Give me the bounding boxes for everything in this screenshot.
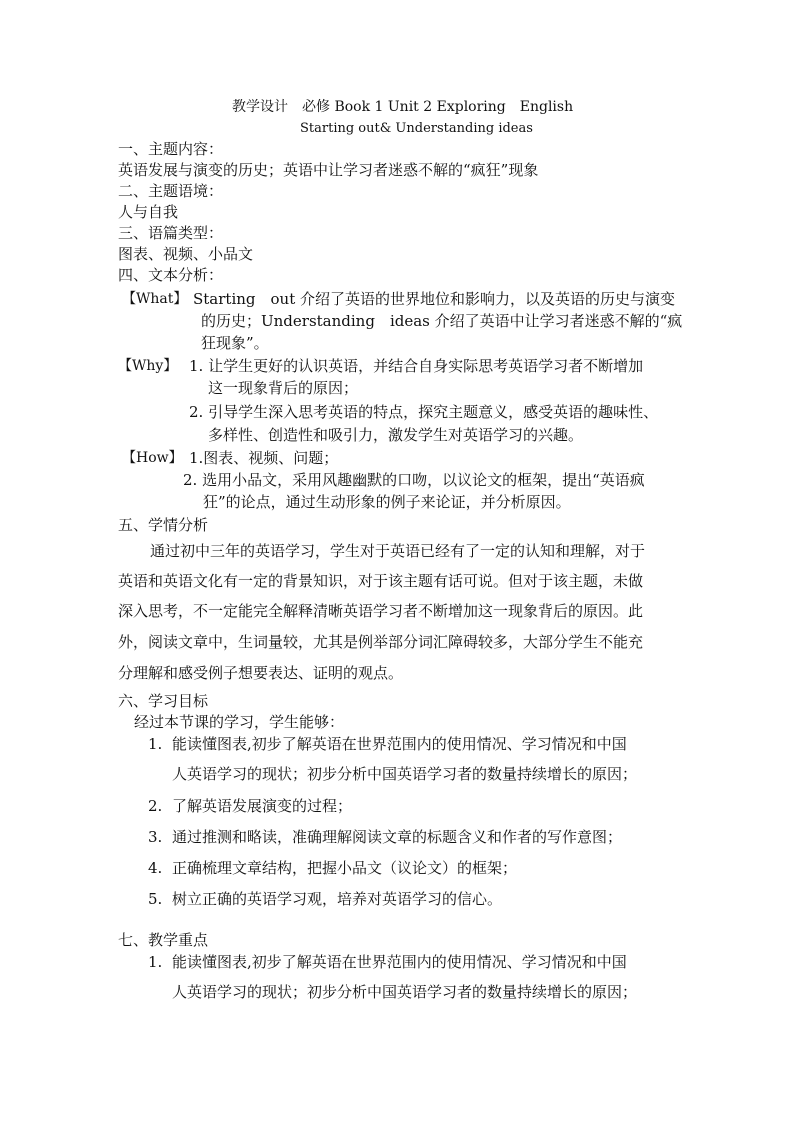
objectives-intro: 经过本节课的学习，学生能够： (134, 713, 345, 731)
what-line-1: Starting out 介绍了英语的世界地位和影响力，以及英语的历史与演变 (193, 290, 675, 308)
what-line-2: 的历史；Understanding ideas 介绍了英语中让学习者迷惑不解的“疯 (201, 312, 683, 330)
section-body-text-type: 图表、视频、小品文 (118, 245, 254, 263)
section-body-topic-content: 英语发展与演变的历史；英语中让学习者迷惑不解的“疯狂”现象 (118, 161, 539, 179)
section-heading-topic-context: 二、主题语境： (118, 182, 224, 200)
section-body-topic-context: 人与自我 (118, 203, 179, 221)
document-title: 教学设计 必修 Book 1 Unit 2 Exploring English (232, 99, 574, 115)
focus-1-line-2: 人英语学习的现状；初步分析中国英语学习者的数量持续增长的原因； (172, 983, 638, 1001)
learner-analysis-line-4: 外，阅读文章中，生词量较，尤其是例举部分词汇障碍较多，大部分学生不能充 (118, 633, 644, 651)
focus-1-number: 1. (148, 953, 163, 971)
what-tag: 【What】 (122, 291, 188, 307)
objective-3-text: 通过推测和略读，准确理解阅读文章的标题含义和作者的写作意图； (172, 828, 623, 846)
why-item-2-line-2: 多样性、创造性和吸引力，激发学生对英语学习的兴趣。 (208, 426, 584, 444)
how-item-1: 1.图表、视频、问题； (189, 449, 339, 467)
objective-5-text: 树立正确的英语学习观，培养对英语学习的信心。 (172, 890, 503, 908)
why-item-1-line-2: 这一现象背后的原因； (208, 379, 359, 397)
section-heading-learner-analysis: 五、学情分析 (118, 516, 209, 534)
learner-analysis-line-1: 通过初中三年的英语学习，学生对于英语已经有了一定的认知和理解，对于 (150, 542, 646, 560)
document-subtitle: Starting out& Understanding ideas (300, 121, 533, 136)
how-item-2-line-2: 狂”的论点，通过生动形象的例子来论证，并分析原因。 (203, 493, 571, 511)
objective-4-text: 正确梳理文章结构，把握小品文（议论文）的框架； (172, 859, 518, 877)
why-tag: 【Why】 (118, 358, 178, 374)
why-item-1-line-1: 1. 让学生更好的认识英语，并结合自身实际思考英语学习者不断增加 (189, 357, 644, 375)
objective-5-number: 5. (148, 890, 163, 908)
learner-analysis-line-5: 分理解和感受例子想要表达、证明的观点。 (118, 664, 404, 682)
section-heading-teaching-focus: 七、教学重点 (118, 931, 209, 949)
section-heading-text-analysis: 四、文本分析： (118, 266, 224, 284)
objective-2-number: 2. (148, 797, 163, 815)
objective-1-line-1: 能读懂图表,初步了解英语在世界范围内的使用情况、学习情况和中国 (172, 735, 627, 753)
objective-1-number: 1. (148, 735, 163, 753)
objective-3-number: 3. (148, 828, 163, 846)
how-tag: 【How】 (122, 450, 183, 466)
section-heading-topic-content: 一、主题内容： (118, 140, 224, 158)
objective-1-line-2: 人英语学习的现状；初步分析中国英语学习者的数量持续增长的原因； (172, 765, 638, 783)
objective-2-text: 了解英语发展演变的过程； (172, 797, 353, 815)
section-heading-text-type: 三、语篇类型： (118, 224, 224, 242)
what-line-3: 狂现象”。 (201, 334, 269, 352)
learner-analysis-line-3: 深入思考，不一定能完全解释清晰英语学习者不断增加这一现象背后的原因。此 (118, 602, 644, 620)
focus-1-line-1: 能读懂图表,初步了解英语在世界范围内的使用情况、学习情况和中国 (172, 953, 627, 971)
how-item-2-line-1: 2. 选用小品文，采用风趣幽默的口吻，以议论文的框架，提出“英语疯 (183, 471, 645, 489)
why-item-2-line-1: 2. 引导学生深入思考英语的特点，探究主题意义，感受英语的趣味性、 (189, 403, 659, 421)
learner-analysis-line-2: 英语和英语文化有一定的背景知识，对于该主题有话可说。但对于该主题，未做 (118, 572, 644, 590)
section-heading-learning-objectives: 六、学习目标 (118, 692, 209, 710)
objective-4-number: 4. (148, 859, 163, 877)
